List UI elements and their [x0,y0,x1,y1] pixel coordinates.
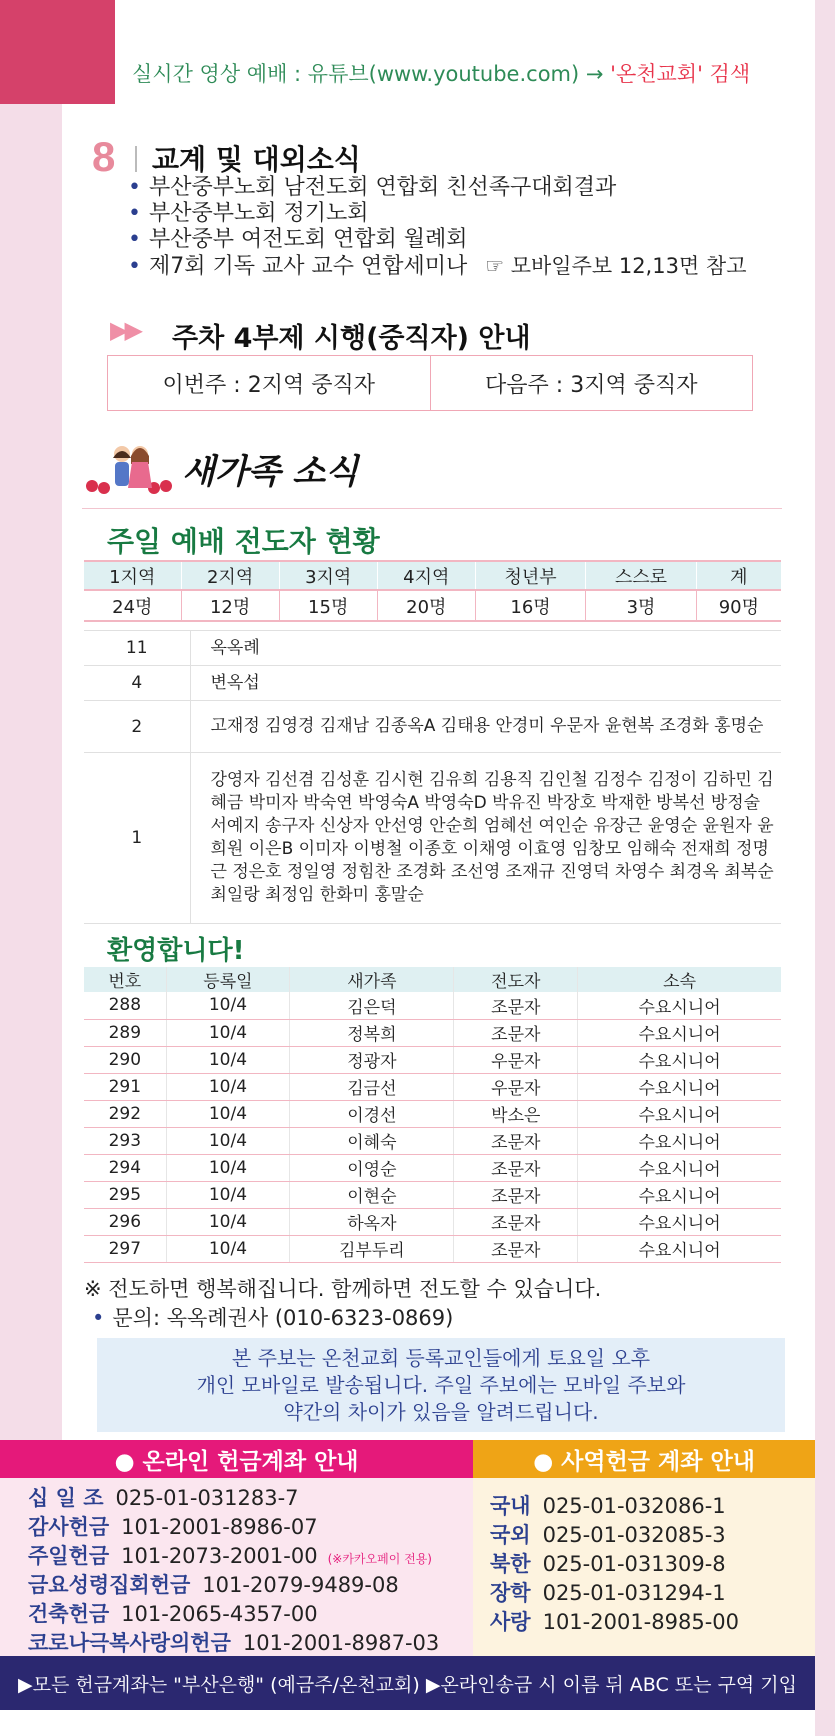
region-table [84,560,781,622]
region-header: 3지역 [279,561,377,590]
section-number: 8 [92,133,116,180]
region-value-row [84,590,781,621]
welcome-cell: 수요시니어 [578,1073,781,1100]
welcome-cell: 조문자 [454,1127,578,1154]
account-label: 건축헌금 [28,1602,110,1626]
bullet-icon: • [128,175,141,200]
welcome-cell: 수요시니어 [578,1154,781,1181]
welcome-cell: 10/4 [166,1046,290,1073]
divider-line [82,508,782,509]
mobile-notice-line: 본 주보는 온천교회 등록교인들에게 토요일 오후 [231,1345,651,1370]
account-label: 주일헌금 [28,1544,110,1568]
news-item-text: 부산중부노회 정기노회 [148,201,369,226]
welcome-header: 소속 [578,967,781,992]
account-label: 북한 [490,1552,531,1576]
welcome-cell: 291 [84,1073,166,1100]
account-row [490,1606,739,1635]
account-row [28,1511,439,1540]
names-cell: 고재정 김영경 김재남 김종옥A 김태용 안경미 우문자 윤현복 조경화 홍명순 [190,701,781,753]
mobile-reference: ☞ 모바일주보 12,13면 참고 [485,254,747,278]
footer-banner: ▶모든 헌금계좌는 "부산은행" (예금주/온천교회) ▶온라인송금 시 이름 뒤 ABC 또는 구역 기입 [0,1656,815,1710]
region-header: 청년부 [475,561,585,590]
table-row [84,1073,781,1100]
account-label: 금요성령집회헌금 [28,1573,191,1597]
news-item-text: 제7회 기독 교사 교수 연합세미나 [148,254,468,279]
welcome-cell: 하옥자 [290,1208,454,1235]
region-value: 16명 [475,590,585,621]
mission-offering-header: ● 사역헌금 계좌 안내 [473,1440,815,1478]
welcome-cell: 수요시니어 [578,1100,781,1127]
welcome-cell: 조문자 [454,1235,578,1262]
count-cell: 2 [84,701,190,753]
welcome-cell: 이혜숙 [290,1127,454,1154]
account-number: 101-2065-4357-00 [121,1602,318,1626]
welcome-cell: 10/4 [166,1154,290,1181]
names-cell: 변옥섭 [190,666,781,701]
region-value: 24명 [84,590,181,621]
bullet-icon: • [128,201,141,226]
welcome-header: 새가족 [290,967,454,992]
account-row [28,1540,439,1569]
welcome-cell: 295 [84,1181,166,1208]
account-row [490,1490,739,1519]
count-cell: 1 [84,753,190,924]
welcome-cell: 박소은 [454,1100,578,1127]
evangelism-notice: ※ 전도하면 행복해집니다. 함께하면 전도할 수 있습니다. [84,1277,602,1301]
table-row [84,1154,781,1181]
account-number: 025-01-031283-7 [115,1486,299,1510]
news-item [128,175,747,201]
bullet-icon: • [128,254,141,279]
welcome-cell: 10/4 [166,1127,290,1154]
parking-this-week: 이번주 : 2지역 중직자 [108,356,431,410]
mobile-notice-line: 개인 모바일로 발송됩니다. 주일 주보에는 모바일 주보와 [196,1372,686,1397]
news-item-text: 부산중부 여전도회 연합회 월례회 [148,227,468,252]
account-number: 025-01-031309-8 [542,1552,726,1576]
welcome-cell: 10/4 [166,1208,290,1235]
account-number: 101-2073-2001-00 [121,1544,318,1568]
welcome-cell: 정복희 [290,1019,454,1046]
account-number: 025-01-031294-1 [542,1581,726,1605]
table-row [84,1019,781,1046]
welcome-cell: 이경선 [290,1100,454,1127]
new-family-title: 새가족 소식 [182,452,359,492]
welcome-cell: 조문자 [454,1208,578,1235]
news-item-text: 부산중부노회 남전도회 연합회 친선족구대회결과 [148,175,617,200]
account-number: 025-01-032086-1 [542,1494,726,1518]
welcome-cell: 정광자 [290,1046,454,1073]
double-arrow-icon: ▶▶ [110,316,139,344]
welcome-cell: 292 [84,1100,166,1127]
account-label: 장학 [490,1581,531,1605]
welcome-cell: 우문자 [454,1046,578,1073]
parking-next-week: 다음주 : 3지역 중직자 [485,372,698,398]
table-row [84,631,781,666]
welcome-cell: 수요시니어 [578,1208,781,1235]
welcome-cell: 10/4 [166,992,290,1019]
welcome-cell: 10/4 [166,1181,290,1208]
names-cell: 강영자 김선겸 김성훈 김시현 김유희 김용직 김인철 김정수 김정이 김하민 김혜금 박미자 박숙연 박영숙A 박영숙D 박유진 박장호 박재한 방복선 방정술 서예지 송구자 신상자 안선영 안순희 엄혜선 여인순 유장근 윤영순 윤원자 윤희원 이은B 이미자 이병철 이종호 이채영 이효영 임창모 임해숙 전재희 정명근 정은호 정일영 정힘찬 조경화 조선영 조재규 진영덕 차영수 최경옥 최복순 최일랑 최정임 한화미 홍말순 [190,753,781,924]
account-number: 025-01-032085-3 [542,1523,726,1547]
welcome-cell: 수요시니어 [578,1235,781,1262]
account-label: 국외 [490,1523,531,1547]
parking-title: 주차 4부제 시행(중직자) 안내 [172,323,531,354]
account-number: 101-2001-8986-07 [121,1515,318,1539]
right-decor-strip [815,0,835,1736]
welcome-title: 환영합니다! [107,936,245,966]
welcome-header: 번호 [84,967,166,992]
region-header: 계 [696,561,781,590]
account-label: 십 일 조 [28,1486,104,1510]
left-decor-strip [0,0,62,1445]
welcome-cell: 290 [84,1046,166,1073]
welcome-cell: 297 [84,1235,166,1262]
region-value: 12명 [181,590,279,621]
welcome-cell: 조문자 [454,1181,578,1208]
region-header: 2지역 [181,561,279,590]
account-label: 감사헌금 [28,1515,110,1539]
welcome-cell: 우문자 [454,1073,578,1100]
welcome-cell: 10/4 [166,1100,290,1127]
account-label: 코로나극복사랑의헌금 [28,1631,231,1655]
section-divider [135,146,137,172]
welcome-cell: 10/4 [166,1073,290,1100]
welcome-cell: 김부두리 [290,1235,454,1262]
welcome-cell: 294 [84,1154,166,1181]
welcome-cell: 조문자 [454,1154,578,1181]
new-family-illustration-icon [82,438,178,494]
welcome-cell: 수요시니어 [578,1046,781,1073]
parking-box [107,355,753,411]
account-row [28,1569,439,1598]
mobile-notice-line: 약간의 차이가 있음을 알려드립니다. [283,1399,599,1424]
table-row [84,753,781,924]
live-stream-notice [132,58,750,88]
account-number: 101-2001-8985-00 [542,1610,740,1634]
welcome-cell: 이영순 [290,1154,454,1181]
table-row [84,1046,781,1073]
welcome-cell: 김은덕 [290,992,454,1019]
table-row [84,1127,781,1154]
section-title: 교계 및 대외소식 [152,143,361,176]
live-stream-search-term: '온천교회' 검색 [610,62,751,86]
bullet-icon: • [92,1306,105,1330]
region-header: 4지역 [377,561,475,590]
region-value: 90명 [696,590,781,621]
table-row [84,666,781,701]
welcome-cell: 수요시니어 [578,992,781,1019]
corner-decor-block [0,0,115,104]
online-account-list [28,1482,439,1656]
count-cell: 11 [84,631,190,666]
mission-account-list [490,1490,739,1635]
account-label: 국내 [490,1494,531,1518]
account-label: 사랑 [490,1610,531,1634]
news-item [128,227,747,253]
account-number: 101-2079-9489-08 [202,1573,399,1597]
region-value: 3명 [586,590,696,621]
account-row [490,1548,739,1577]
account-row [490,1519,739,1548]
account-row [28,1598,439,1627]
welcome-cell: 293 [84,1127,166,1154]
table-row [84,1181,781,1208]
welcome-cell: 10/4 [166,1019,290,1046]
evangelist-count-table [84,630,781,924]
account-row [28,1627,439,1656]
region-header: 1지역 [84,561,181,590]
welcome-table [84,967,781,1263]
news-item [128,253,747,280]
region-header: 스스로 [586,561,696,590]
region-value: 15명 [279,590,377,621]
account-note: (※카카오페이 전용) [327,1552,432,1566]
welcome-cell: 289 [84,1019,166,1046]
names-cell: 옥옥례 [190,631,781,666]
welcome-cell: 수요시니어 [578,1181,781,1208]
welcome-cell: 288 [84,992,166,1019]
live-stream-text: 실시간 영상 예배 : 유튜브(www.youtube.com) → [132,62,604,86]
welcome-cell: 수요시니어 [578,1019,781,1046]
inquiry-line [92,1302,453,1332]
account-number: 101-2001-8987-03 [242,1631,440,1655]
inquiry-text: 문의: 옥옥례권사 (010-6323-0869) [112,1306,454,1330]
bullet-icon: • [128,227,141,252]
evangelism-title: 주일 예배 전도자 현황 [107,525,380,558]
welcome-header-row [84,967,781,992]
region-value: 20명 [377,590,475,621]
table-row [84,701,781,753]
welcome-cell: 수요시니어 [578,1127,781,1154]
welcome-cell: 김금선 [290,1073,454,1100]
welcome-cell: 296 [84,1208,166,1235]
welcome-cell: 이현순 [290,1181,454,1208]
count-cell: 4 [84,666,190,701]
news-item [128,201,747,227]
account-row [490,1577,739,1606]
table-row [84,1100,781,1127]
mobile-notice-box [97,1338,785,1432]
table-row [84,992,781,1019]
account-row [28,1482,439,1511]
welcome-cell: 10/4 [166,1235,290,1262]
welcome-cell: 조문자 [454,1019,578,1046]
table-row [84,1235,781,1262]
welcome-header: 전도자 [454,967,578,992]
welcome-cell: 조문자 [454,992,578,1019]
region-header-row [84,561,781,590]
welcome-header: 등록일 [166,967,290,992]
news-list [128,175,747,280]
table-row [84,1208,781,1235]
online-offering-header: ● 온라인 헌금계좌 안내 [0,1440,473,1478]
